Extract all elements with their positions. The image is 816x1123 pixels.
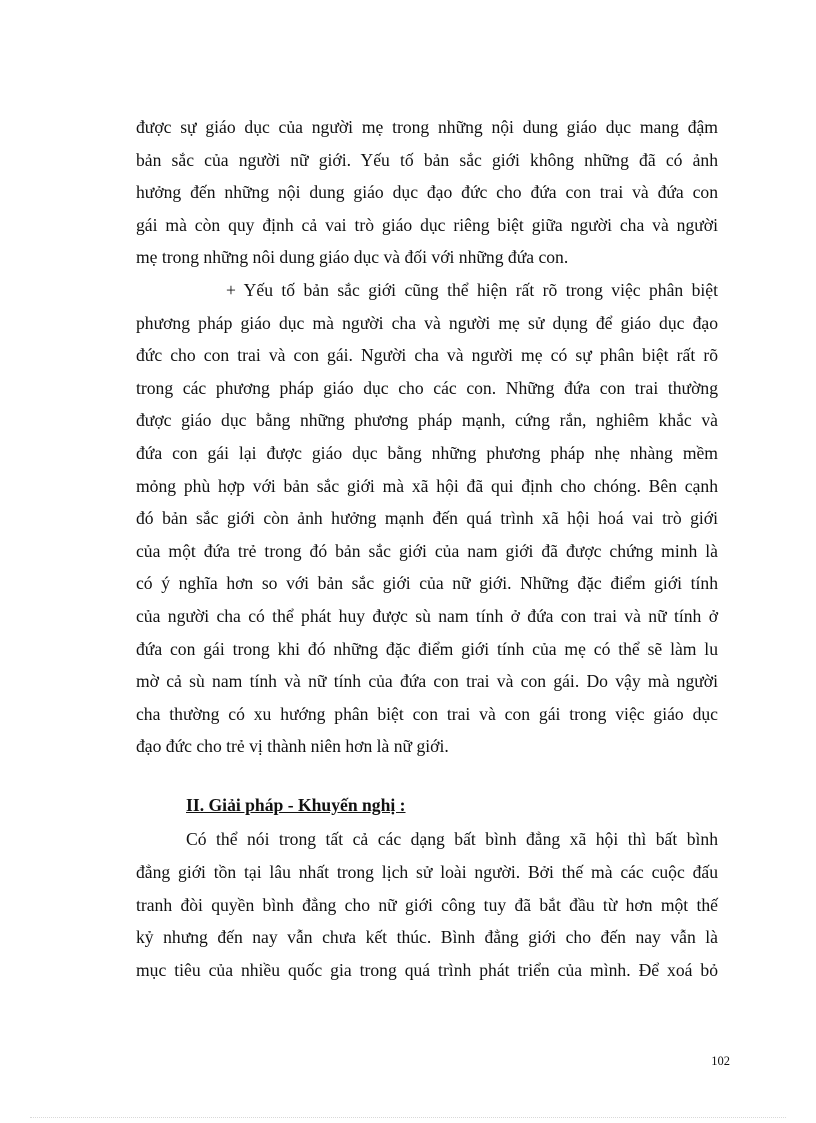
page-number: 102: [711, 1054, 730, 1068]
text-line: + Yếu tố bản sắc giới cũng thể hiện rất rõ trong việc phân biệt: [226, 279, 718, 300]
text-line: được sự giáo dục của người mẹ trong những nội dung giáo dục mang đậm: [136, 117, 718, 137]
text-line: phương pháp giáo dục mà người cha và người mẹ sử dụng để giáo dục đạo: [136, 312, 718, 333]
text-line: Có thể nói trong tất cả các dạng bất bình đẳng xã hội thì bất bình: [186, 829, 718, 850]
text-line: mục tiêu của nhiều quốc gia trong quá trình phát triển của mình. Để xoá bỏ: [136, 959, 718, 980]
page-bottom-divider: [30, 1117, 786, 1118]
text-line: đẳng giới tồn tại lâu nhất trong lịch sử loài người. Bởi thế mà các cuộc đấu: [136, 862, 718, 883]
text-line: của một đứa trẻ trong đó bản sắc giới của nam giới đã được chứng minh là: [136, 540, 718, 561]
text-line: đứa con gái lại được giáo dục bằng những phương pháp nhẹ nhàng mềm: [136, 442, 718, 463]
text-line: trong các phương pháp giáo dục cho các con. Những đứa con trai thường: [136, 377, 718, 398]
text-line: hưởng đến những nội dung giáo dục đạo đức cho đứa con trai và đứa con: [136, 182, 718, 203]
text-line: bản sắc của người nữ giới. Yếu tố bản sắc giới không những đã có ảnh: [136, 149, 718, 170]
text-line: đứa con gái trong khi đó những đặc điểm giới tính của mẹ có thể sẽ làm lu: [136, 638, 718, 659]
text-line: kỷ nhưng đến nay vẫn chưa kết thúc. Bình đẳng giới cho đến nay vẫn là: [136, 927, 718, 948]
text-line: của người cha có thể phát huy được sù nam tính ở đứa con trai và nữ tính ở: [136, 605, 718, 626]
text-line: đức cho con trai và con gái. Người cha và người mẹ có sự phân biệt rất rõ: [136, 345, 718, 366]
text-line: gái mà còn quy định cả vai trò giáo dục riêng biệt giữa người cha và người: [136, 214, 718, 235]
body-text: [136, 111, 718, 986]
text-line: có ý nghĩa hơn so với bản sắc giới của nữ giới. Những đặc điểm giới tính: [136, 573, 718, 594]
text-line: đạo đức cho trẻ vị thành niên hơn là nữ giới.: [136, 736, 449, 757]
text-line: đó bản sắc giới còn ảnh hưởng mạnh đến quá trình xã hội hoá vai trò giới: [136, 508, 718, 529]
text-line: mẹ trong những nôi dung giáo dục và đối với những đứa con.: [136, 247, 569, 268]
text-line: mờ cả sù nam tính và nữ tính của đứa con trai và con gái. Do vậy mà người: [136, 671, 718, 692]
text-line: tranh đòi quyền bình đẳng cho nữ giới công tuy đã bắt đầu từ hơn một thế: [136, 894, 718, 915]
paragraph-gender-education-content: [136, 111, 718, 274]
section-heading: II. Giải pháp - Khuyến nghị :: [186, 794, 406, 815]
paragraph-solutions: [136, 823, 718, 986]
text-line: mỏng phù hợp với bản sắc giới mà xã hội đã qui định cho chóng. Bên cạnh: [136, 475, 718, 496]
text-line: được giáo dục bằng những phương pháp mạnh, cứng rắn, nghiêm khắc và: [136, 410, 718, 431]
paragraph-gender-education-methods: [136, 274, 718, 763]
text-line: cha thường có xu hướng phân biệt con trai và con gái trong việc giáo dục: [136, 703, 718, 724]
